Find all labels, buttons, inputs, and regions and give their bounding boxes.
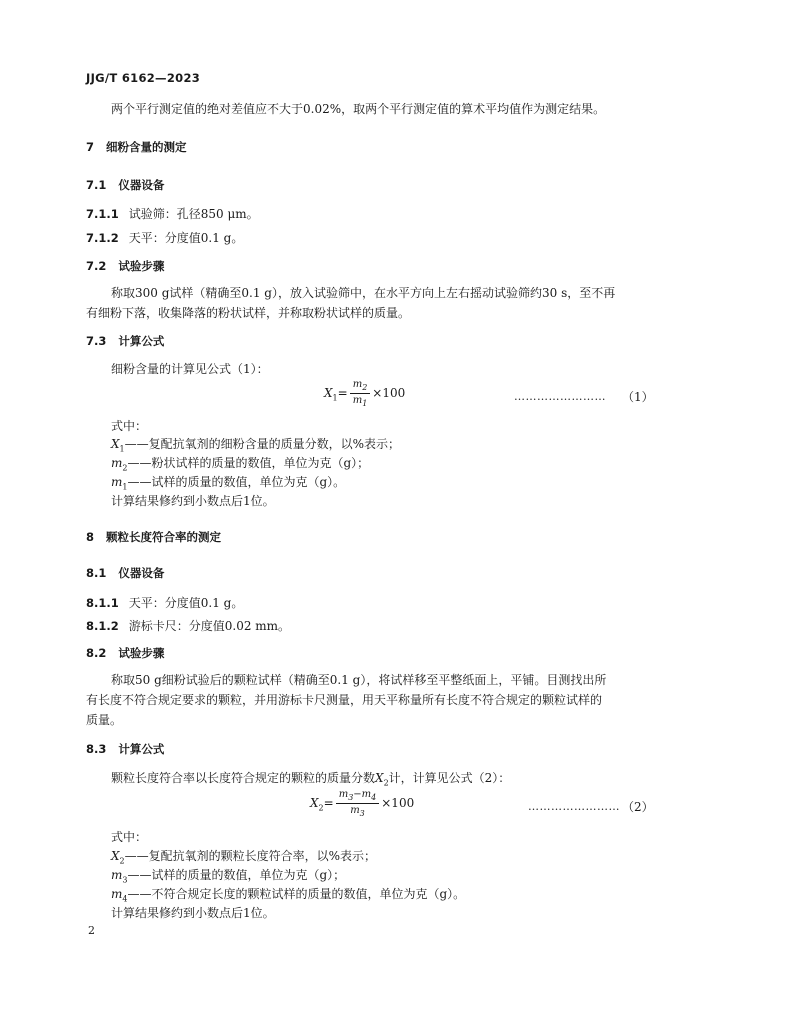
section-7-heading bbox=[86, 139, 187, 155]
section-8-2-line-2: 有长度不符合规定要求的颗粒，并用游标卡尺测量，用天平称量所有长度不符合规定的颗粒试样的 bbox=[86, 693, 603, 707]
section-title: 计算公式 bbox=[118, 334, 165, 348]
clause-number: 7.1.1 bbox=[86, 207, 119, 221]
section-7-3-heading bbox=[86, 333, 164, 349]
rounding-note: 计算结果修约到小数点后1位。 bbox=[111, 494, 275, 508]
clause-text: 天平：分度值0.1 g。 bbox=[128, 596, 244, 610]
section-8-2-heading bbox=[86, 645, 164, 661]
fraction: $\frac{m_2}{m_1}$ bbox=[350, 379, 371, 408]
clause-7-1-1 bbox=[86, 206, 259, 222]
fraction: $\frac{m_3-m_4}{m_3}$ bbox=[336, 789, 380, 818]
formula-lhs: X bbox=[324, 386, 333, 400]
clause-8-1-1 bbox=[86, 595, 243, 611]
rounding-note: 计算结果修约到小数点后1位。 bbox=[111, 906, 275, 920]
section-number: 7 bbox=[86, 140, 95, 154]
formula-lhs: X bbox=[310, 796, 319, 810]
where-item: $m_1——$试样的质量的数值，单位为克（g）。 bbox=[111, 475, 346, 492]
intro-line: 两个平行测定值的绝对差值应不大于0.02%，取两个平行测定值的算术平均值作为测定结果。 bbox=[111, 102, 606, 116]
clause-text: 试验筛：孔径850 μm。 bbox=[128, 207, 259, 221]
section-8-3-heading bbox=[86, 741, 164, 757]
section-number: 7.2 bbox=[86, 259, 107, 273]
section-title: 计算公式 bbox=[118, 742, 165, 756]
formula-1-label: （1） bbox=[622, 390, 654, 404]
section-title: 仪器设备 bbox=[118, 178, 165, 192]
section-7-3-intro: 细粉含量的计算见公式（1）： bbox=[111, 362, 269, 376]
clause-8-1-2 bbox=[86, 618, 290, 634]
section-title: 细粉含量的测定 bbox=[106, 140, 187, 154]
section-number: 8.1 bbox=[86, 566, 107, 580]
section-number: 8.2 bbox=[86, 646, 107, 660]
standard-code-header: JJG/T 6162—2023 bbox=[86, 71, 201, 85]
section-7-1-heading bbox=[86, 177, 164, 193]
section-8-heading bbox=[86, 529, 221, 545]
page-number: 2 bbox=[88, 924, 95, 937]
section-8-2-line-1: 称取50 g细粉试验后的颗粒试样（精确至0.1 g），将试样移至平整纸面上，平铺。目测找出所 bbox=[111, 673, 607, 687]
formula-1-leader: …………………… bbox=[514, 390, 606, 403]
section-number: 7.3 bbox=[86, 334, 107, 348]
where-item: $m_4——$不符合规定长度的颗粒试样的质量的数值，单位为克（g）。 bbox=[111, 887, 466, 904]
section-8-2-line-3: 质量。 bbox=[86, 713, 123, 727]
section-title: 仪器设备 bbox=[118, 566, 165, 580]
where-label: 式中： bbox=[111, 419, 148, 433]
formula-2: $X_2=$ $\frac{m_3-m_4}{m_3}$ ×100 bbox=[310, 789, 415, 818]
clause-number: 8.1.1 bbox=[86, 596, 119, 610]
section-title: 试验步骤 bbox=[118, 259, 165, 273]
section-8-1-heading bbox=[86, 565, 164, 581]
section-title: 试验步骤 bbox=[118, 646, 165, 660]
clause-number: 7.1.2 bbox=[86, 231, 119, 245]
section-8-3-intro: 颗粒长度符合率以长度符合规定的颗粒的质量分数$X_2$计，计算见公式（2）： bbox=[111, 771, 511, 788]
section-title: 颗粒长度符合率的测定 bbox=[106, 530, 222, 544]
section-7-2-line-2: 有细粉下落，收集降落的粉状试样，并称取粉状试样的质量。 bbox=[86, 306, 411, 320]
where-item: $X_1——$复配抗氧剂的细粉含量的质量分数，以%表示； bbox=[111, 437, 401, 454]
where-item: $m_3——$试样的质量的数值，单位为克（g）； bbox=[111, 868, 346, 885]
section-number: 8 bbox=[86, 530, 95, 544]
formula-1: $X_1=$ $\frac{m_2}{m_1}$ ×100 bbox=[324, 379, 406, 408]
section-number: 8.3 bbox=[86, 742, 107, 756]
clause-text: 游标卡尺：分度值0.02 mm。 bbox=[128, 619, 291, 633]
section-7-2-line-1: 称取300 g试样（精确至0.1 g），放入试验筛中，在水平方向上左右摇动试验筛约30 s，至不再 bbox=[111, 286, 616, 300]
clause-7-1-2 bbox=[86, 230, 243, 246]
clause-number: 8.1.2 bbox=[86, 619, 119, 633]
section-7-2-heading bbox=[86, 258, 164, 274]
clause-text: 天平：分度值0.1 g。 bbox=[128, 231, 244, 245]
where-label: 式中： bbox=[111, 830, 148, 844]
where-item: $X_2——$复配抗氧剂的颗粒长度符合率，以%表示； bbox=[111, 849, 377, 866]
formula-2-leader: …………………… bbox=[528, 800, 620, 813]
where-item: $m_2——$粉状试样的质量的数值，单位为克（g）； bbox=[111, 456, 370, 473]
formula-2-label: （2） bbox=[622, 800, 654, 814]
section-number: 7.1 bbox=[86, 178, 107, 192]
